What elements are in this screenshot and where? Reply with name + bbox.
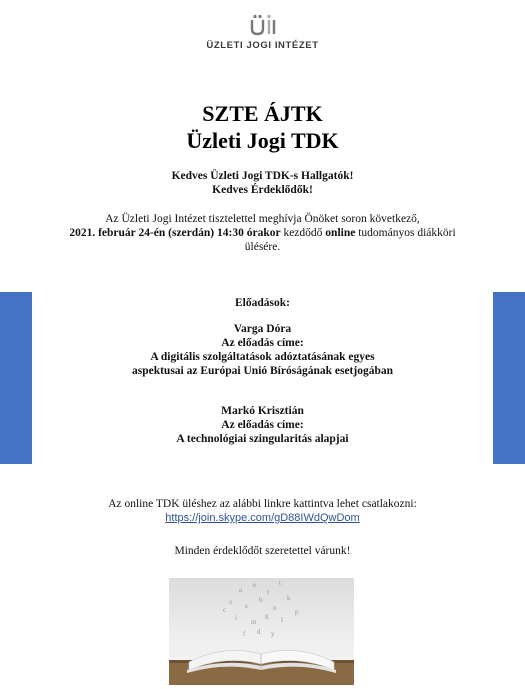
join-text: Az online TDK üléshez az alábbi linkre kattintva lehet csatlakozni: (108, 498, 417, 510)
talk-title-label: Az előadás címe: (221, 419, 304, 431)
svg-text:y: y (271, 630, 275, 638)
logo-text: ÜZLETI JOGI INTÉZET (206, 40, 319, 51)
svg-text:e: e (253, 581, 257, 589)
join-section (40, 497, 485, 525)
invitation-line-1: Az Üzleti Jogi Intézet tisztelettel meghívja Önöket soron következő, (105, 213, 420, 225)
institute-logo-icon (248, 14, 278, 36)
svg-text:k: k (287, 594, 291, 602)
svg-text:n: n (273, 604, 277, 612)
svg-text:f: f (243, 630, 246, 638)
speaker-name: Varga Dóra (233, 323, 292, 335)
invitation-tail: tudományos diákköri (358, 227, 456, 239)
svg-text:d: d (257, 628, 261, 636)
invitation-line-2 (40, 226, 485, 240)
talk-title-line: A digitális szolgáltatások adóztatásának egyes (150, 351, 375, 363)
skype-join-link[interactable]: https://join.skype.com/gD88IWdQwDom (165, 512, 360, 524)
svg-text:r: r (267, 588, 270, 596)
greeting-line-2: Kedves Érdeklődők! (212, 184, 313, 196)
svg-text:i: i (235, 614, 237, 622)
svg-text:o: o (229, 598, 233, 606)
svg-text:p: p (295, 608, 299, 616)
talk-title-line: aspektusai az Európai Unió Bíróságának esetjogában (131, 365, 394, 377)
svg-text:t: t (279, 579, 281, 587)
closing-text: Minden érdeklődőt szeretettel várunk! (174, 545, 351, 557)
talks-heading: Előadások: (235, 297, 290, 309)
online-word: online (325, 227, 356, 239)
svg-text:c: c (223, 606, 227, 614)
invitation-paragraph (40, 212, 485, 254)
open-book-image (169, 578, 354, 685)
svg-text:b: b (259, 596, 263, 604)
event-date: 2021. február 24-én (szerdán) 14:30 (69, 227, 244, 239)
open-book-icon (169, 578, 354, 685)
invitation-line-3: ülésére. (244, 241, 281, 253)
left-accent-bar (0, 292, 32, 464)
talks-section (40, 296, 485, 446)
right-accent-bar (493, 292, 525, 464)
greeting (40, 169, 485, 197)
title-line-2: Üzleti Jogi TDK (186, 128, 339, 153)
svg-text:a: a (239, 586, 243, 594)
institute-logo (0, 14, 525, 51)
invitation-mid: kezdődő (283, 227, 323, 239)
svg-text:s: s (245, 602, 248, 610)
talk-title-line: A technológiai szingularitás alapjai (176, 433, 349, 445)
greeting-line-1: Kedves Üzleti Jogi TDK-s Hallgatók! (171, 170, 354, 182)
event-time-word: órakor (246, 227, 281, 239)
svg-text:g: g (265, 612, 269, 620)
talk-title-label: Az előadás címe: (221, 337, 304, 349)
title-line-1: SZTE ÁJTK (202, 101, 323, 126)
speaker-name: Markó Krisztián (221, 405, 304, 417)
svg-text:m: m (251, 618, 257, 626)
svg-text:l: l (281, 616, 283, 624)
